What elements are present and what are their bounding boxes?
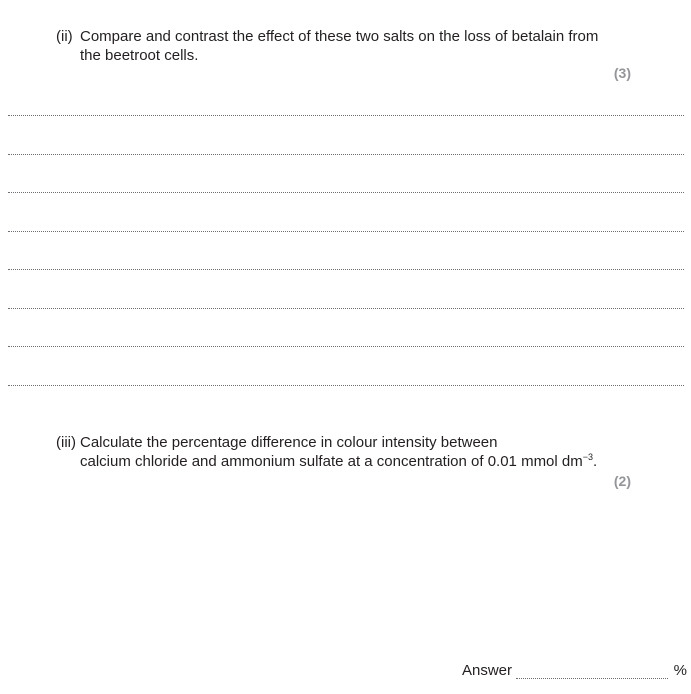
answer-line-2[interactable] (8, 154, 684, 155)
answer-line-3[interactable] (8, 192, 684, 193)
answer-label: Answer (462, 662, 513, 679)
question-iii-text-1: Calculate the percentage difference in colour intensity between (80, 434, 498, 451)
answer-line-6[interactable] (8, 308, 684, 309)
answer-line-7[interactable] (8, 346, 684, 347)
question-iii-line-2 (56, 452, 616, 471)
answer-lines[interactable] (8, 115, 684, 423)
question-iii-number: (iii) (56, 434, 76, 451)
question-ii (56, 27, 616, 65)
question-ii-text-1: Compare and contrast the effect of these two salts on the loss of betalain from (80, 28, 599, 45)
answer-line-4[interactable] (8, 231, 684, 232)
answer-line-1[interactable] (8, 115, 684, 116)
question-iii (56, 433, 616, 471)
question-iii-line-1 (56, 433, 616, 452)
answer-row (462, 657, 687, 679)
question-iii-text-2-suffix: . (593, 453, 598, 470)
question-ii-marks: (3) (613, 65, 631, 81)
question-iii-superscript: −3 (582, 452, 594, 462)
question-iii-text-2: calcium chloride and ammonium sulfate at a concentration of 0.01 mmol dm (80, 453, 583, 470)
answer-line-5[interactable] (8, 269, 684, 270)
question-ii-text-2: the beetroot cells. (80, 47, 199, 64)
answer-unit: % (673, 662, 687, 679)
question-ii-number: (ii) (56, 28, 73, 45)
answer-field[interactable] (516, 663, 668, 679)
answer-line-8[interactable] (8, 385, 684, 386)
question-iii-marks: (2) (613, 473, 631, 489)
question-ii-line-1 (56, 27, 616, 46)
